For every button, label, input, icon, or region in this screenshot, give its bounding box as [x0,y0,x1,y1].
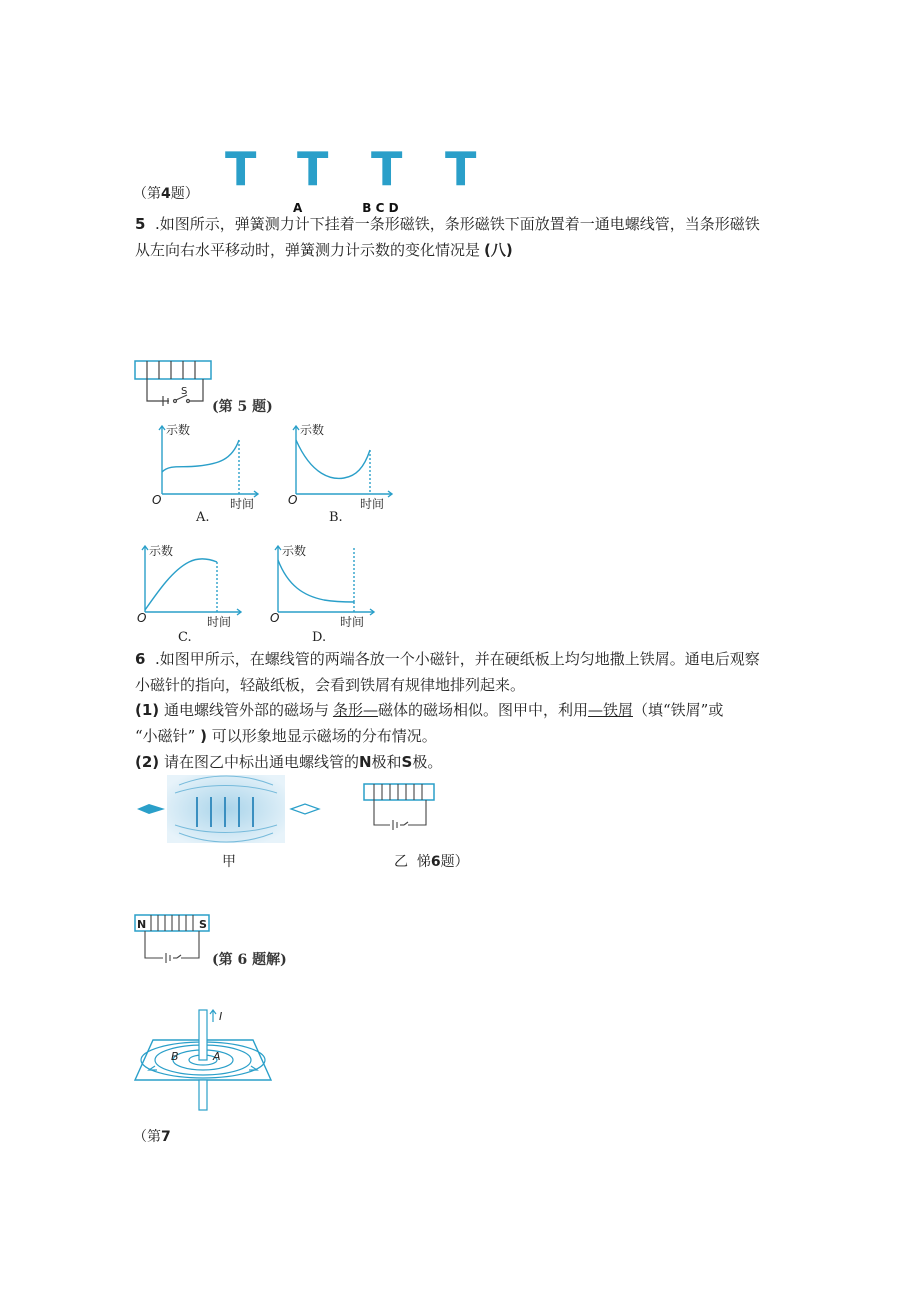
q6-fig-jia-label: 甲 [222,854,236,870]
q6-fig-caption: 乙 悌6题） [394,854,469,870]
q6-compass-left [137,804,165,814]
q6-blank-1: 条形 [332,701,363,719]
q5-graph-b-xlabel: 时间 [360,497,385,511]
q5-graph-c-origin: O [137,611,147,625]
q4-option-a-glyph: T [225,142,257,196]
q7-figure [133,1008,273,1113]
q4-option-c-glyph: T [371,142,403,196]
q4-option-b-glyph: T [297,142,329,196]
q7-caption: （第7 [133,1129,171,1145]
q5-graph-c-xlabel: 时间 [207,615,232,629]
q4-caption: （第4题） [133,186,199,202]
q5-option-d-label: D. [312,630,327,645]
q5-graph-a-ylabel: 示数 [166,423,191,437]
q6-figure-jia [135,773,325,845]
q5-graph-c-ylabel: 示数 [149,544,174,558]
q5-answer: (八) [484,241,513,259]
q4-option-d-glyph: T [445,142,477,196]
q5-graph-a-origin: O [152,493,162,507]
q5-graph-a-xlabel: 时间 [230,497,255,511]
q5-graph-b-origin: O [288,493,298,507]
q6-solution-s: S [199,918,207,931]
q4-option-letters: A B C D [293,201,399,215]
q5-switch-label: S [181,386,188,397]
q7-point-a: A [213,1050,221,1063]
q6-number: 6 [135,650,146,668]
q5-graph-b-ylabel: 示数 [300,423,325,437]
q6-blank-2: 铁屑 [602,701,633,719]
q5-graph-d-ylabel: 示数 [282,544,307,558]
q5-graph-a [148,420,263,510]
q6-solution-n: N [137,918,147,931]
q4-letters-clip [293,198,433,215]
q5-text: 5 .如图所示，弹簧测力计下挂着一条形磁铁，条形磁铁下面放置着一通电螺线管，当条形磁铁 从左向右水平移动时，弹簧测力计示数的变化情况是 (八) [135,215,760,259]
q5-option-b-label: B. [329,510,343,525]
q6-figure-yi [362,781,438,831]
q7-point-b: B [171,1050,179,1063]
q6-solution-figure [133,912,213,968]
q4-figure [225,142,485,206]
q6-compass-right [291,804,319,814]
q7-current-label: I [219,1010,223,1023]
q5-circuit [133,357,223,409]
q5-option-a-label: A. [196,510,210,525]
q5-graph-d-xlabel: 时间 [340,615,365,629]
q5-graph-d-origin: O [270,611,280,625]
q5-figure-label: (第 5 题) [212,399,273,415]
q5-graph-d [266,540,381,630]
q5-graph-b [282,420,397,510]
q5-number: 5 [135,215,146,233]
q6-solution-label: (第 6 题解) [212,952,287,968]
q5-graph-c [133,540,248,630]
q5-option-c-label: C. [178,630,192,645]
q6-text: 6 .如图甲所示，在螺线管的两端各放一个小磁针，并在硬纸板上均匀地撒上铁屑。通电后观察 小磁针的指向，轻敲纸板，会看到铁屑有规律地排列起来。 (1) 通电螺线管外部的磁场与 条形—磁体的磁场相似。图甲中，利用—铁屑（填“铁屑”或 “小磁针” ) 可以形象地显示磁场的分布情况。 (2) 请在图乙中标出通电螺线管的N极和S极。 [135,650,760,771]
